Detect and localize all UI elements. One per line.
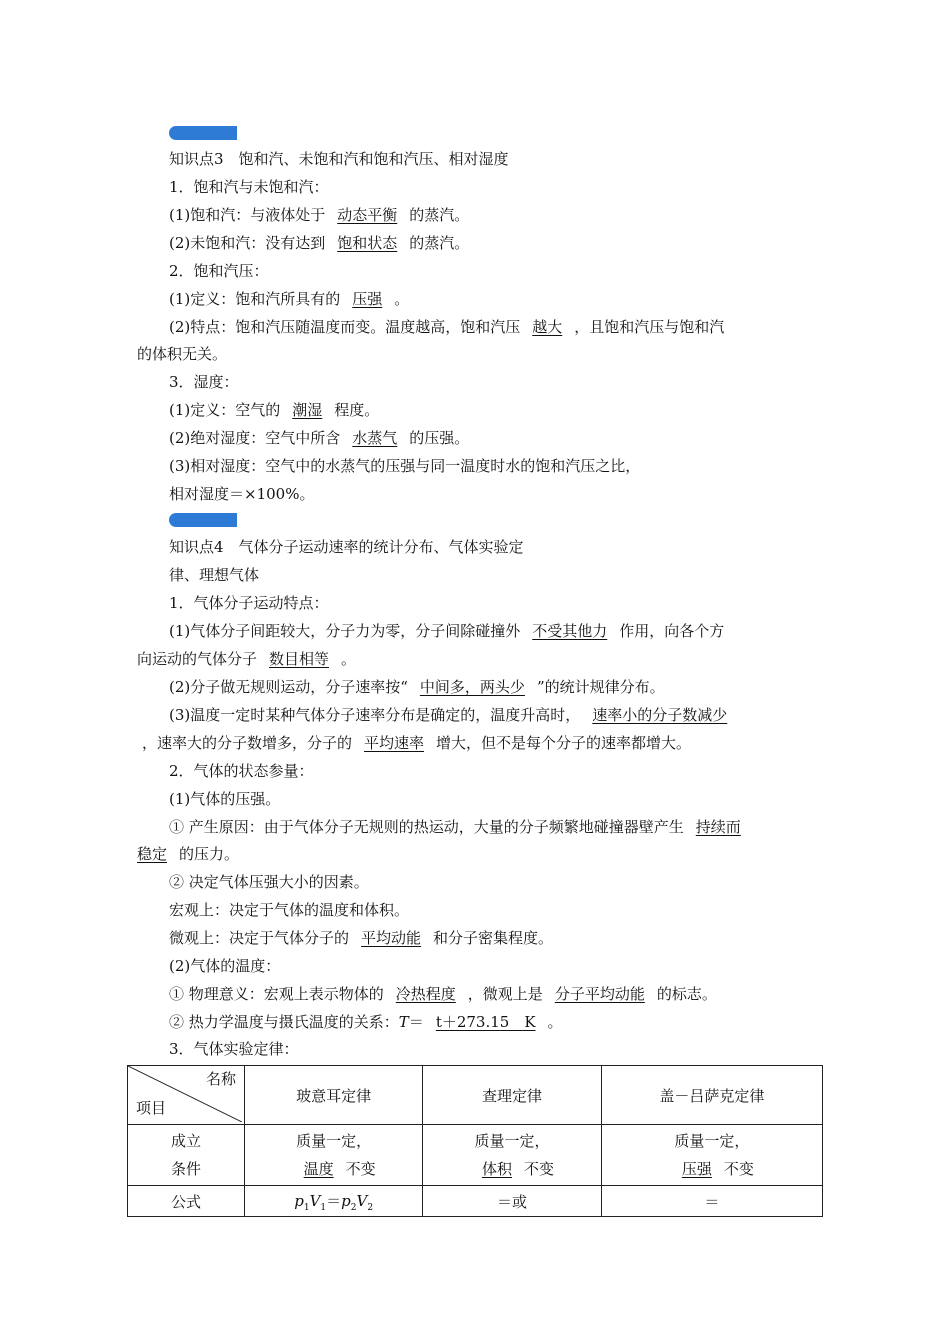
- col-header-boyle: 玻意耳定律: [245, 1066, 423, 1125]
- kp3-s2a: (1)定义：饱和汽所具有的 压强 。: [169, 290, 410, 308]
- kp4-s1a-line2: 向运动的气体分子 数目相等 。: [137, 650, 357, 668]
- section-tag-kp4: [169, 513, 237, 527]
- kp3-s1: 1．饱和汽与未饱和汽：: [169, 178, 329, 196]
- kp4-s1b: (2)分子做无规则运动，分子速率按“ 中间多，两头少 ”的统计规律分布。: [169, 678, 665, 696]
- kp3-s3d: 相对湿度＝×100%。: [169, 485, 315, 503]
- row-label-conditions: 成立 条件: [128, 1125, 245, 1186]
- kp4-s2b1: ① 物理意义：宏观上表示物体的 冷热程度 ，微观上是 分子平均动能 的标志。: [169, 985, 717, 1003]
- col-header-charles: 查理定律: [423, 1066, 601, 1125]
- kp3-title: 知识点3 饱和汽、未饱和汽和饱和汽压、相对湿度: [169, 150, 509, 168]
- corner-bottom-label: 项目: [136, 1099, 167, 1117]
- cell-gay-lussac-formula: ＝: [601, 1186, 822, 1217]
- kp4-s2a2: ② 决定气体压强大小的因素。: [169, 873, 369, 891]
- kp4-s2a1-line2: 稳定 的压力。: [137, 845, 240, 863]
- kp3-s2b-line2: 的体积无关。: [137, 345, 228, 363]
- table-row-formula: [128, 1186, 823, 1217]
- kp3-s2b: (2)特点：饱和汽压随温度而变。温度越高，饱和汽压 越大 ，且饱和汽压与饱和汽: [169, 318, 725, 336]
- gas-laws-table: [127, 1065, 823, 1217]
- kp4-s2a4: 微观上：决定于气体分子的 平均动能 和分子密集程度。: [169, 929, 554, 947]
- kp3-s2: 2．饱和汽压：: [169, 262, 269, 280]
- kp4-title: 知识点4 气体分子运动速率的统计分布、气体实验定: [169, 538, 524, 556]
- kp4-s1c-line2: ，速率大的分子数增多，分子的 平均速率 增大，但不是每个分子的速率都增大。: [142, 734, 692, 752]
- table-corner-cell: [128, 1066, 245, 1125]
- kp4-s3: 3．气体实验定律：: [169, 1040, 299, 1058]
- kp4-s2a: (1)气体的压强。: [169, 790, 281, 808]
- kp4-s1a: (1)气体分子间距较大，分子力为零，分子间除碰撞外 不受其他力 作用，向各个方: [169, 622, 725, 640]
- kp4-s1: 1．气体分子运动特点：: [169, 594, 329, 612]
- kp4-title-line2: 律、理想气体: [169, 566, 260, 584]
- kp4-s2a3: 宏观上：决定于气体的温度和体积。: [169, 901, 410, 919]
- kp3-s1a: (1)饱和汽：与液体处于 动态平衡 的蒸汽。: [169, 206, 470, 224]
- table-header-row: [128, 1066, 823, 1125]
- cell-charles-formula: ＝或: [423, 1186, 601, 1217]
- cell-boyle-condition: 质量一定， 温度 不变: [245, 1125, 423, 1186]
- table-row-conditions: [128, 1125, 823, 1186]
- kp4-s2: 2．气体的状态参量：: [169, 762, 314, 780]
- section-tag-kp3: [169, 126, 237, 140]
- kp3-s3: 3．湿度：: [169, 373, 239, 391]
- kp4-s2b2: ② 热力学温度与摄氏温度的关系：T＝ t＋273.15 K 。: [169, 1013, 563, 1031]
- kp4-s2b: (2)气体的温度：: [169, 957, 281, 975]
- kp3-s3a: (1)定义：空气的 潮湿 程度。: [169, 401, 380, 419]
- kp3-s1b: (2)未饱和汽：没有达到 饱和状态 的蒸汽。: [169, 234, 470, 252]
- kp4-s2a1: ① 产生原因：由于气体分子无规则的热运动，大量的分子频繁地碰撞器壁产生 持续而: [169, 818, 741, 836]
- cell-gay-lussac-condition: 质量一定， 压强 不变: [601, 1125, 822, 1186]
- col-header-gay-lussac: 盖－吕萨克定律: [601, 1066, 822, 1125]
- kp3-s3b: (2)绝对湿度：空气中所含 水蒸气 的压强。: [169, 429, 470, 447]
- cell-charles-condition: 质量一定， 体积 不变: [423, 1125, 601, 1186]
- cell-boyle-formula: $p_1V_1=p_2V_2$: [245, 1186, 423, 1217]
- kp3-s3c: (3)相对湿度：空气中的水蒸气的压强与同一温度时水的饱和汽压之比，: [169, 457, 641, 475]
- corner-top-label: 名称: [205, 1070, 236, 1088]
- kp4-s1c: (3)温度一定时某种气体分子速率分布是确定的，温度升高时， 速率小的分子数减少: [169, 706, 728, 724]
- row-label-formula: 公式: [128, 1186, 245, 1217]
